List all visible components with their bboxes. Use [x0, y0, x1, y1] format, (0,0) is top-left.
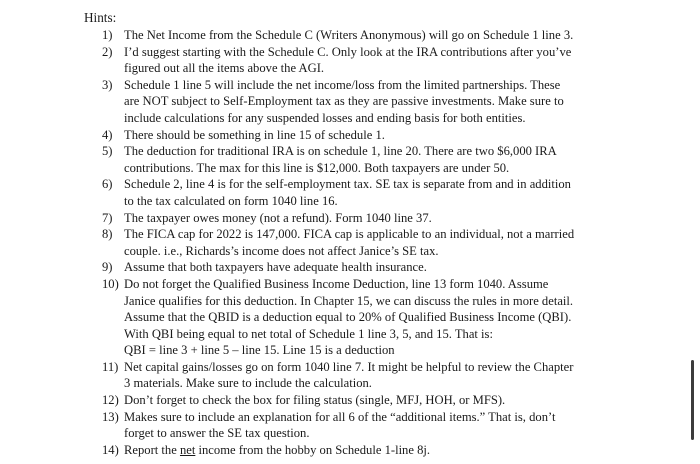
scrollbar[interactable] [691, 360, 694, 440]
hint-line: I’d suggest starting with the Schedule C. Only look at the IRA contributions after you’ve [124, 44, 572, 59]
hint-line: forget to answer the SE tax question. [124, 426, 310, 441]
hint-line: are NOT subject to Self-Employment tax as they are passive investments. Make sure to [124, 94, 564, 109]
hint-item-2 [84, 44, 664, 77]
hint-item-7 [84, 210, 664, 227]
hint-line: Makes sure to include an explanation for all 6 of the “additional items.” That is, don’t [124, 409, 556, 424]
hint-item-12 [84, 392, 664, 409]
hint-number: 8) [102, 227, 113, 242]
hint-item-9 [84, 259, 664, 276]
hint-line: Net capital gains/losses go on form 1040 line 7. It might be helpful to review the Chapter [124, 359, 574, 374]
hint-item-4 [84, 127, 664, 144]
hint-line [124, 442, 664, 459]
hint-line: There should be something in line 15 of schedule 1. [124, 127, 385, 142]
hint-item-5 [84, 143, 664, 176]
hint-item-14 [84, 442, 664, 459]
hint-line: Assume that the QBID is a deduction equal to 20% of Qualified Business Income (QBI). [124, 310, 572, 325]
hint-number: 12) [102, 393, 119, 408]
hint-text: income from the hobby on Schedule 1-line 8j. [195, 442, 431, 457]
hint-line: The Net Income from the Schedule C (Writers Anonymous) will go on Schedule 1 line 3. [124, 28, 574, 42]
underlined-word: net [179, 442, 196, 457]
hint-item-1 [84, 27, 664, 44]
hint-number: 4) [102, 127, 113, 142]
hint-line: The FICA cap for 2022 is 147,000. FICA cap is applicable to an individual, not a married [124, 227, 575, 242]
hint-line: The taxpayer owes money (not a refund). Form 1040 line 37. [124, 210, 432, 225]
hints-heading: Hints: [84, 10, 117, 25]
hint-line: Assume that both taxpayers have adequate health insurance. [124, 260, 427, 275]
hint-number: 6) [102, 177, 113, 192]
hint-number: 14) [102, 442, 119, 457]
hint-line: Janice qualifies for this deduction. In Chapter 15, we can discuss the rules in more detail. [124, 293, 574, 308]
hints-list [84, 27, 664, 458]
hint-number: 3) [102, 77, 113, 92]
hint-line: Do not forget the Qualified Business Income Deduction, line 13 form 1040. Assume [124, 276, 549, 291]
hint-line: figured out all the items above the AGI. [124, 61, 325, 76]
hint-number: 10) [102, 276, 119, 291]
hint-line: 3 materials. Make sure to include the calculation. [124, 376, 372, 391]
hint-number: 5) [102, 144, 113, 159]
hint-line: Schedule 2, line 4 is for the self-employment tax. SE tax is separate from and in addition [124, 177, 571, 192]
hint-line: Don’t forget to check the box for filing status (single, MFJ, HOH, or MFS). [124, 393, 506, 408]
hint-text: Report the [124, 442, 180, 457]
hint-line: to the tax calculated on form 1040 line 16. [124, 193, 338, 208]
hint-line: contributions. The max for this line is $12,000. Both taxpayers are under 50. [124, 160, 510, 175]
hint-number: 11) [102, 359, 119, 374]
hint-item-6 [84, 176, 664, 209]
hint-number: 2) [102, 44, 113, 59]
hint-number: 13) [102, 409, 119, 424]
hint-line: QBI = line 3 + line 5 – line 15. Line 15 is a deduction [124, 343, 395, 358]
hint-line: With QBI being equal to net total of Schedule 1 line 3, 5, and 15. That is: [124, 326, 493, 341]
hint-item-8 [84, 226, 664, 259]
hint-number: 1) [102, 28, 113, 42]
hint-line: couple. i.e., Richards’s income does not affect Janice’s SE tax. [124, 243, 439, 258]
hint-item-10 [84, 276, 664, 359]
hint-line: The deduction for traditional IRA is on schedule 1, line 20. There are two $6,000 IRA [124, 144, 557, 159]
hint-line: include calculations for any suspended losses and ending basis for both entities. [124, 110, 526, 125]
hint-item-11 [84, 359, 664, 392]
hint-number: 7) [102, 210, 113, 225]
hint-item-3 [84, 77, 664, 127]
hint-number: 9) [102, 260, 113, 275]
hint-line: Schedule 1 line 5 will include the net income/loss from the limited partnerships. These [124, 77, 561, 92]
hint-item-13 [84, 409, 664, 442]
